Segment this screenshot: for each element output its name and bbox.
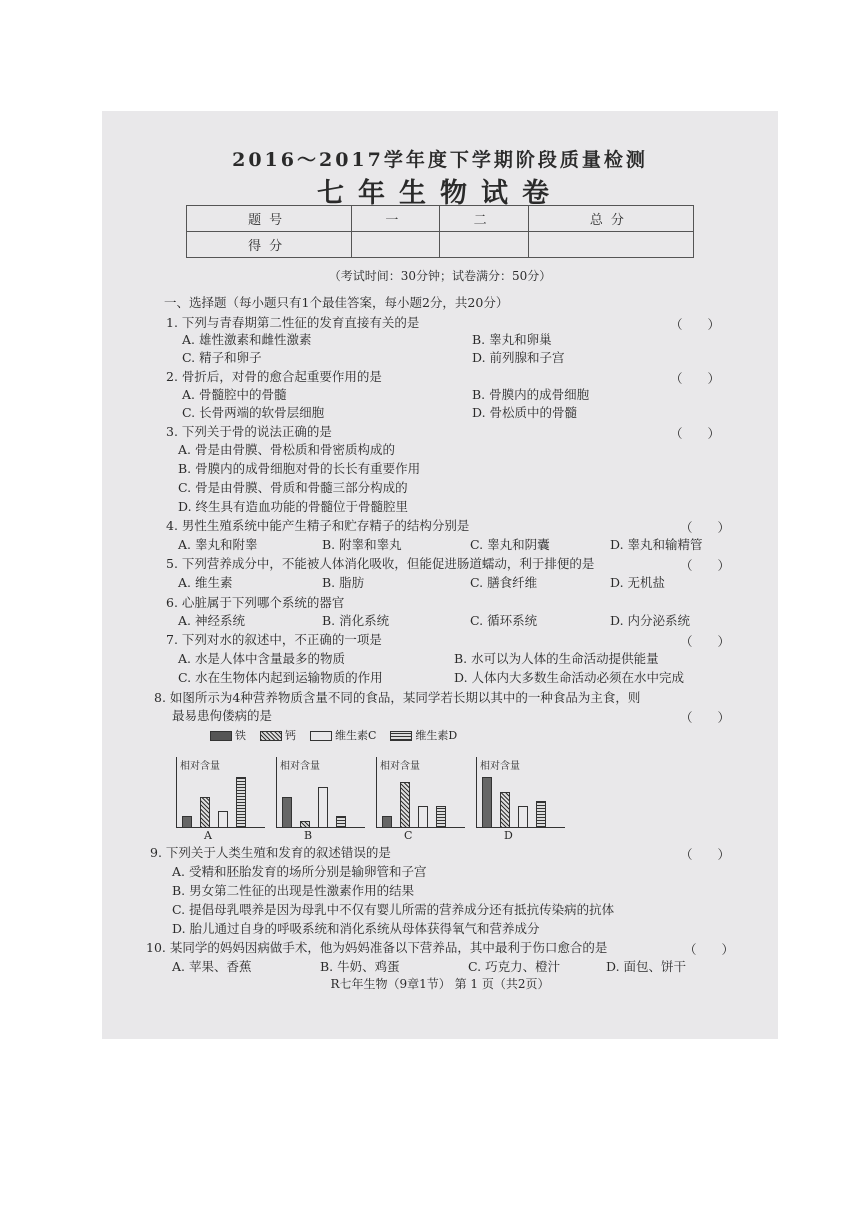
chart-bar — [182, 816, 192, 827]
option: B. 骨膜内的成骨细胞 — [472, 387, 590, 402]
chart-panel-a — [174, 757, 264, 842]
answer-paren: （ ） — [684, 942, 735, 957]
chart-ylabel: 相对含量 — [280, 761, 320, 772]
score-row-label: 得分 — [187, 232, 352, 258]
option: D. 胎儿通过自身的呼吸系统和消化系统从母体获得氧气和营养成分 — [172, 921, 540, 936]
question-stem: 7. 下列对水的叙述中，不正确的一项是 — [166, 632, 382, 647]
score-cell — [528, 232, 693, 258]
option: B. 附睾和睾丸 — [322, 537, 402, 552]
score-cell — [440, 232, 528, 258]
option: C. 长骨两端的软骨层细胞 — [182, 405, 325, 420]
chart-bar — [282, 797, 292, 827]
option: B. 牛奶、鸡蛋 — [320, 959, 400, 974]
answer-paren: （ ） — [680, 710, 731, 725]
chart-panel-label: A — [204, 829, 212, 842]
chart-bars — [482, 771, 546, 827]
legend-swatch — [210, 731, 232, 741]
answer-paren: （ ） — [680, 634, 731, 649]
option: A. 受精和胚胎发育的场所分别是输卵管和子宫 — [172, 864, 427, 879]
chart-panel-d — [474, 757, 564, 842]
question-stem: 1. 下列与青春期第二性征的发育直接有关的是 — [166, 315, 420, 330]
chart-bars — [282, 771, 346, 827]
exam-title-line2: 七年生物试卷 — [317, 178, 563, 209]
chart-bar — [318, 787, 328, 827]
option: D. 无机盐 — [610, 575, 666, 590]
answer-paren: （ ） — [670, 426, 721, 441]
section-title: 一、选择题（每小题只有1个最佳答案，每小题2分，共20分） — [164, 295, 509, 310]
chart-ylabel: 相对含量 — [380, 761, 420, 772]
chart-panel-label: C — [404, 829, 413, 842]
chart-bar — [482, 777, 492, 827]
option: C. 提倡母乳喂养是因为母乳中不仅有婴儿所需的营养成分还有抵抗传染病的抗体 — [172, 902, 615, 917]
chart-panel-c — [374, 757, 464, 842]
answer-paren: （ ） — [670, 317, 721, 332]
option: C. 膳食纤维 — [470, 575, 538, 590]
option: B. 睾丸和卵巢 — [472, 332, 552, 347]
question-stem: 3. 下列关于骨的说法正确的是 — [166, 424, 332, 439]
chart-bar — [536, 801, 546, 827]
option: D. 人体内大多数生命活动必须在水中完成 — [454, 670, 685, 685]
legend-swatch — [390, 731, 412, 741]
chart-bar — [518, 806, 528, 827]
option: A. 神经系统 — [178, 613, 245, 628]
option: A. 骨髓腔中的骨髓 — [182, 387, 287, 402]
question-stem: 10. 某同学的妈妈因病做手术，他为妈妈准备以下营养品，其中最利于伤口愈合的是 — [146, 940, 608, 955]
question-stem: 8. 如图所示为4种营养物质含量不同的食品，某同学若长期以其中的一种食品为主食，则 — [154, 690, 641, 705]
legend-swatch — [310, 731, 332, 741]
chart-panel-label: D — [504, 829, 513, 842]
question-stem-cont: 最易患佝偻病的是 — [172, 708, 273, 723]
question-stem: 6. 心脏属于下列哪个系统的器官 — [166, 595, 345, 610]
option: C. 循环系统 — [470, 613, 538, 628]
option: A. 雄性激素和雌性激素 — [182, 332, 312, 347]
option: B. 骨膜内的成骨细胞对骨的长长有重要作用 — [178, 461, 421, 476]
legend-item: 钙 — [260, 727, 296, 743]
legend-item: 维生素D — [390, 727, 457, 743]
score-table — [186, 205, 694, 258]
page-footer: R七年生物（9章1节） 第 1 页（共2页） — [330, 977, 550, 991]
chart-bar — [400, 782, 410, 827]
score-header-cell: 题号 — [187, 206, 352, 232]
score-header-cell: 总分 — [528, 206, 693, 232]
question-stem: 4. 男性生殖系统中能产生精子和贮存精子的结构分别是 — [166, 518, 470, 533]
chart-bar — [236, 777, 246, 827]
option: A. 苹果、香蕉 — [172, 959, 252, 974]
chart-bars — [382, 771, 446, 827]
option: C. 巧克力、橙汁 — [468, 959, 561, 974]
legend-item: 维生素C — [310, 727, 376, 743]
answer-paren: （ ） — [680, 520, 731, 535]
question-stem: 5. 下列营养成分中，不能被人体消化吸收，但能促进肠道蠕动，利于排便的是 — [166, 556, 595, 571]
chart-bar — [436, 806, 446, 827]
answer-paren: （ ） — [680, 558, 731, 573]
question-stem: 9. 下列关于人类生殖和发育的叙述错误的是 — [150, 845, 391, 860]
option: D. 骨松质中的骨髓 — [472, 405, 578, 420]
exam-paper — [102, 111, 778, 1039]
option: A. 维生素 — [178, 575, 233, 590]
score-header-cell: 二 — [440, 206, 528, 232]
option: B. 水可以为人体的生命活动提供能量 — [454, 651, 659, 666]
option: B. 消化系统 — [322, 613, 390, 628]
option: C. 水在生物体内起到运输物质的作用 — [178, 670, 383, 685]
chart-bar — [218, 811, 228, 827]
exam-title-line1: 2016～2017学年度下学期阶段质量检测 — [232, 149, 648, 171]
option: D. 睾丸和输精管 — [610, 537, 703, 552]
question-stem: 2. 骨折后，对骨的愈合起重要作用的是 — [166, 369, 382, 384]
chart-bar — [500, 792, 510, 827]
chart-bars — [182, 771, 246, 827]
option: C. 骨是由骨膜、骨质和骨髓三部分构成的 — [178, 480, 408, 495]
answer-paren: （ ） — [680, 847, 731, 862]
chart-panel-label: B — [304, 829, 313, 842]
legend-swatch — [260, 731, 282, 741]
option: B. 男女第二性征的出现是性激素作用的结果 — [172, 883, 415, 898]
option: D. 终生具有造血功能的骨髓位于骨髓腔里 — [178, 499, 409, 514]
option: C. 睾丸和阴囊 — [470, 537, 550, 552]
chart-bar — [300, 821, 310, 827]
chart-bar — [382, 816, 392, 827]
option: B. 脂肪 — [322, 575, 365, 590]
chart-ylabel: 相对含量 — [180, 761, 220, 772]
exam-note: （考试时间：30分钟；试卷满分：50分） — [328, 269, 552, 283]
chart-bar — [336, 816, 346, 827]
chart-bar — [200, 797, 210, 827]
score-header-cell: 一 — [352, 206, 440, 232]
chart-legend — [210, 727, 457, 743]
option: C. 精子和卵子 — [182, 350, 262, 365]
chart-ylabel: 相对含量 — [480, 761, 520, 772]
option: A. 水是人体中含量最多的物质 — [178, 651, 345, 666]
legend-item: 铁 — [210, 727, 246, 743]
chart-panel-b — [274, 757, 364, 842]
option: D. 前列腺和子宫 — [472, 350, 565, 365]
option: D. 面包、饼干 — [606, 959, 687, 974]
option: D. 内分泌系统 — [610, 613, 691, 628]
answer-paren: （ ） — [670, 371, 721, 386]
option: A. 睾丸和附睾 — [178, 537, 258, 552]
option: A. 骨是由骨膜、骨松质和骨密质构成的 — [178, 442, 395, 457]
chart-bar — [418, 806, 428, 827]
score-cell — [352, 232, 440, 258]
